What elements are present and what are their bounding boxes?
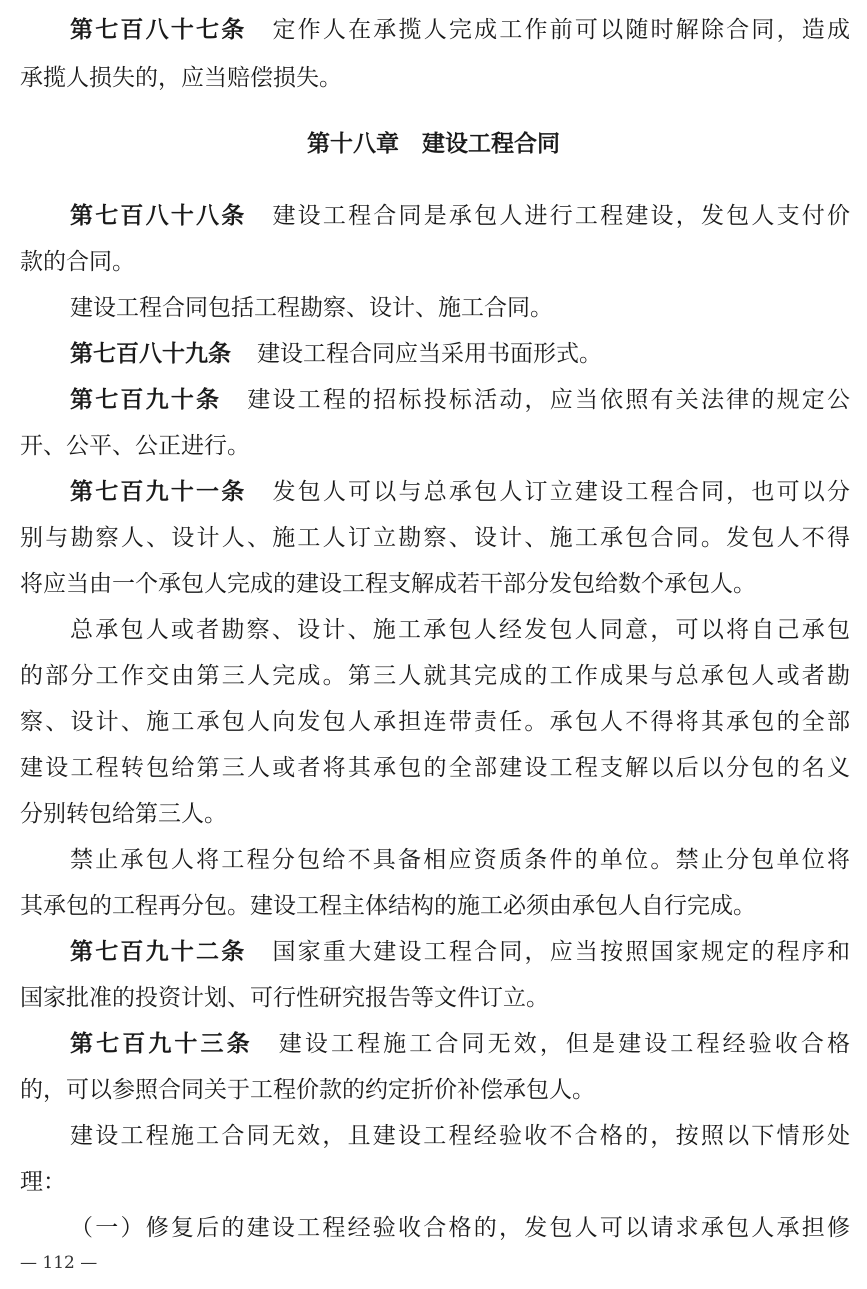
article-788-line-2: 款的合同。	[20, 249, 135, 275]
article-792-label: 第七百九十二条	[70, 939, 247, 965]
article-791-para2-line-3: 察、设计、施工承包人向发包人承担连带责任。承包人不得将其承包的全部	[20, 709, 850, 735]
article-788-line-1: 第七百八十八条 建设工程合同是承包人进行工程建设，发包人支付价	[70, 203, 850, 229]
article-793-para2-line-2: 理：	[20, 1169, 66, 1195]
article-791-para3-line-2: 其承包的工程再分包。建设工程主体结构的施工必须由承包人自行完成。	[20, 893, 756, 919]
article-791-para2-line-2: 的部分工作交由第三人完成。第三人就其完成的工作成果与总承包人或者勘	[20, 663, 850, 689]
article-787-line-2: 承揽人损失的，应当赔偿损失。	[20, 65, 342, 91]
article-791-para3-line-1: 禁止承包人将工程分包给不具备相应资质条件的单位。禁止分包单位将	[70, 847, 850, 873]
chapter-title: 第十八章 建设工程合同	[307, 131, 560, 157]
article-789-line-1: 第七百八十九条 建设工程合同应当采用书面形式。	[70, 341, 602, 367]
article-788-label: 第七百八十八条	[70, 203, 247, 229]
article-788-para-2: 建设工程合同包括工程勘察、设计、施工合同。	[70, 295, 553, 321]
article-787-label: 第七百八十七条	[70, 17, 247, 43]
article-791-para2-line-1: 总承包人或者勘察、设计、施工承包人经发包人同意，可以将自己承包	[70, 617, 850, 643]
article-792-line-2: 国家批准的投资计划、可行性研究报告等文件订立。	[20, 985, 549, 1011]
article-793-line-2: 的，可以参照合同关于工程价款的约定折价补偿承包人。	[20, 1077, 595, 1103]
article-791-line-3: 将应当由一个承包人完成的建设工程支解成若干部分发包给数个承包人。	[20, 571, 756, 597]
article-790-label: 第七百九十条	[70, 387, 222, 413]
article-791-para2-line-4: 建设工程转包给第三人或者将其承包的全部建设工程支解以后以分包的名义	[20, 755, 850, 781]
page-number: — 112 —	[20, 1253, 98, 1273]
article-790-line-2: 开、公平、公正进行。	[20, 433, 250, 459]
article-791-line-2: 别与勘察人、设计人、施工人订立勘察、设计、施工承包合同。发包人不得	[20, 525, 850, 551]
article-793-label: 第七百九十三条	[70, 1031, 253, 1057]
article-787-line-1: 第七百八十七条 定作人在承揽人完成工作前可以随时解除合同，造成	[70, 17, 850, 43]
article-791-label: 第七百九十一条	[70, 479, 247, 505]
article-793-line-1: 第七百九十三条 建设工程施工合同无效，但是建设工程经验收合格	[70, 1031, 850, 1057]
article-793-item-1: （一）修复后的建设工程经验收合格的，发包人可以请求承包人承担修	[70, 1215, 850, 1241]
article-791-para2-line-5: 分别转包给第三人。	[20, 801, 227, 827]
article-791-line-1: 第七百九十一条 发包人可以与总承包人订立建设工程合同，也可以分	[70, 479, 850, 505]
article-790-line-1: 第七百九十条 建设工程的招标投标活动，应当依照有关法律的规定公	[70, 387, 850, 413]
article-789-label: 第七百八十九条	[70, 341, 231, 367]
article-792-line-1: 第七百九十二条 国家重大建设工程合同，应当按照国家规定的程序和	[70, 939, 850, 965]
article-793-para2-line-1: 建设工程施工合同无效，且建设工程经验收不合格的，按照以下情形处	[70, 1123, 850, 1149]
